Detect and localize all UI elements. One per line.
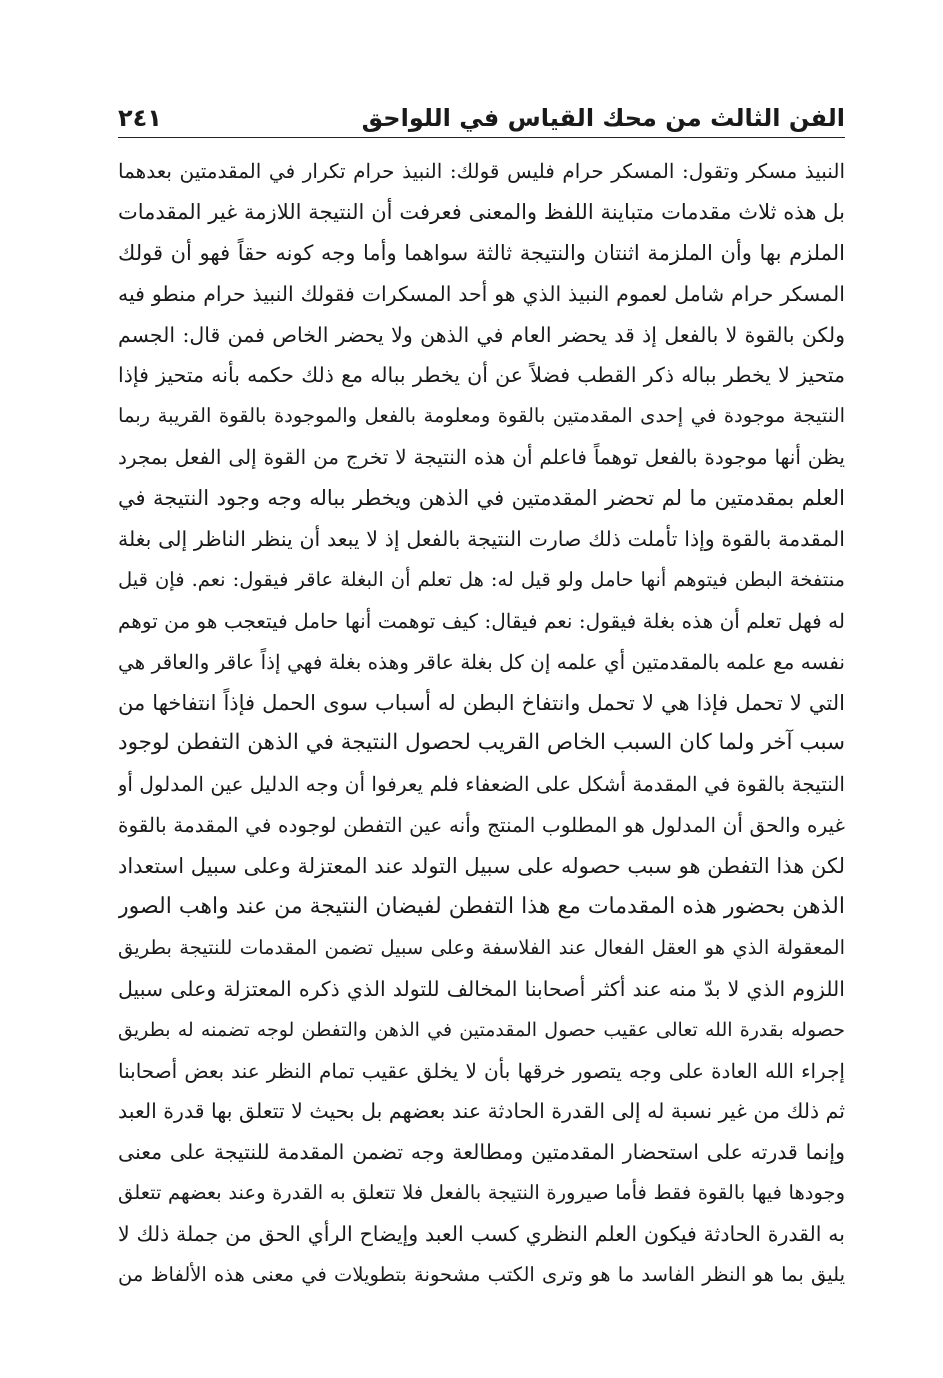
text-line: الملزم بها وأن الملزمة اثنتان والنتيجة ثالثة سواهما وأما وجه كونه حقاً فهو أن قولك — [118, 240, 845, 265]
text-line: غيره والحق أن المدلول هو المطلوب المنتج وأنه عين التفطن لوجوده في المقدمة بالقوة — [118, 813, 845, 838]
text-line: يليق بما هو النظر الفاسد ما هو وترى الكتب مشحونة بتطويلات في معنى هذه الألفاظ من — [118, 1263, 845, 1287]
text-line: إجراء الله العادة على وجه يتصور خرقها بأن لا يخلق عقيب تمام النظر عند بعض أصحابنا — [118, 1058, 845, 1083]
text-line: وجودها فيها بالقوة فقط فأما صيرورة النتيجة بالفعل فلا تتعلق به القدرة وعند بعضهم تتعلق — [118, 1181, 845, 1205]
text-line: سبب آخر ولما كان السبب الخاص القريب لحصول النتيجة في الذهن التفطن لوجود — [118, 730, 845, 756]
running-title: الفن الثالث من محك القياس في اللواحق — [361, 104, 845, 132]
text-line: العلم بمقدمتين ما لم تحضر المقدمتين في الذهن ويخطر بباله وجه وجود النتيجة في — [118, 486, 845, 511]
text-line: التي لا تحمل فإذا هي لا تحمل وانتفاخ البطن له أسباب سوى الحمل فإذاً انتفاخها من — [118, 690, 845, 715]
text-line: المعقولة الذي هو العقل الفعال عند الفلاسفة وعلى سبيل تضمن المقدمات للنتيجة بطريق — [118, 935, 845, 959]
text-line: وإنما قدرته على استحضار المقدمتين ومطالعة وجه تضمن المقدمة للنتيجة على معنى — [118, 1140, 845, 1165]
text-line: النتيجة بالقوة في المقدمة أشكل على الضعفاء فلم يعرفوا أن وجه الدليل عين المدلول أو — [118, 772, 845, 797]
text-line: المسكر حرام شامل لعموم النبيذ الذي هو أحد المسكرات فقولك النبيذ حرام منطو فيه — [118, 281, 845, 306]
text-line: متحيز لا يخطر بباله ذكر القطب فضلاً عن أن يخطر بباله مع ذلك حكمه بأنه متحيز فإذا — [118, 363, 845, 388]
text-line: النبيذ مسكر وتقول: المسكر حرام فليس قولك: النبيذ حرام تكرار في المقدمتين بعدهما — [118, 159, 845, 183]
page-number: ٢٤١ — [118, 104, 162, 132]
header-rule — [118, 137, 845, 138]
running-header — [118, 92, 845, 138]
text-line: له فهل تعلم أن هذه بغلة فيقول: نعم فيقال: كيف توهمت أنها حامل فيتعجب هو من توهم — [118, 608, 845, 633]
text-line: ثم ذلك من غير نسبة له إلى القدرة الحادثة عند بعضهم بل بحيث لا تتعلق بها قدرة العبد — [118, 1099, 845, 1124]
text-line: النتيجة موجودة في إحدى المقدمتين بالقوة ومعلومة بالفعل والموجودة بالقوة القريبة ربما — [118, 404, 845, 428]
text-line: يظن أنها موجودة بالفعل توهماً فاعلم أن هذه النتيجة لا تخرج من القوة إلى الفعل بمجرد — [118, 445, 845, 470]
text-line: حصوله بقدرة الله تعالى عقيب حصول المقدمتين في الذهن والتفطن لوجه تضمنه له بطريق — [118, 1018, 845, 1041]
body-text — [118, 151, 845, 1296]
text-line: الذهن بحضور هذه المقدمات مع هذا التفطن لفيضان النتيجة من عند واهب الصور — [118, 894, 845, 920]
text-line: منتفخة البطن فيتوهم أنها حامل ولو قيل له: هل تعلم أن البغلة عاقر فيقول: نعم. فإن قيل — [118, 567, 845, 591]
text-line: نفسه مع علمه بالمقدمتين أي علمه إن كل بغلة عاقر وهذه بغلة فهي إذاً عاقر والعاقر هي — [118, 649, 845, 674]
text-line: ولكن بالقوة لا بالفعل إذ قد يحضر العام في الذهن ولا يحضر الخاص فمن قال: الجسم — [118, 322, 845, 347]
text-line: به القدرة الحادثة فيكون العلم النظري كسب العبد وإيضاح الرأي الحق من جملة ذلك لا — [118, 1222, 845, 1247]
text-line: لكن هذا التفطن هو سبب حصوله على سبيل التولد عند المعتزلة وعلى سبيل استعداد — [118, 854, 845, 879]
text-line: بل هذه ثلاث مقدمات متباينة اللفظ والمعنى فعرفت أن النتيجة اللازمة غير المقدمات — [118, 199, 845, 224]
text-line: المقدمة بالقوة وإذا تأملت ذلك صارت النتيجة بالفعل إذ لا يبعد أن ينظر الناظر إلى بغلة — [118, 527, 845, 552]
text-line: اللزوم الذي لا بدّ منه عند أكثر أصحابنا المخالف للتولد الذي ذكره المعتزلة وعلى سبيل — [118, 976, 845, 1001]
